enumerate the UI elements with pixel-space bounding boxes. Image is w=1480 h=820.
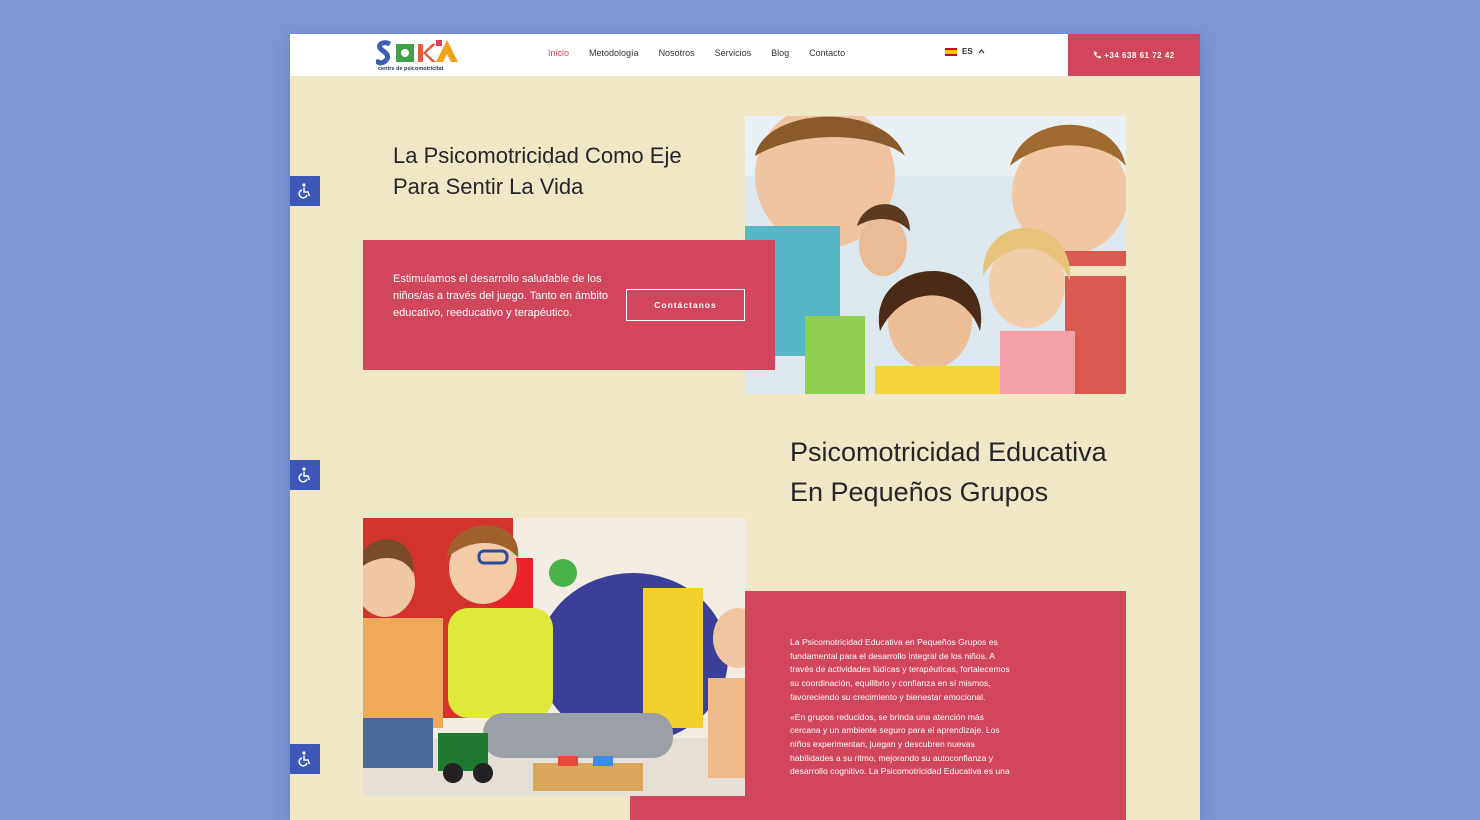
language-code: ES: [962, 47, 973, 56]
children-smiling-group-photo: [745, 116, 1126, 394]
logo-tagline: centre de psicomotricitat: [378, 66, 444, 72]
nav-item-blog[interactable]: Blog: [771, 48, 790, 58]
hero-description: Estimulamos el desarrollo saludable de los niños/as a través del juego. Tanto en ámbito educativo, reeducativo y terapéutico.: [393, 273, 609, 319]
hero-image: [745, 116, 1126, 394]
section-paragraph: La Psicomotricidad Educativa en Pequeños Grupos es fundamental para el desarrollo integral de los niños. A través de actividades lúdicas y terapéuticas, fortalecemos su coordinación, equilibrio y confianza en sí mismos, favoreciendo su crecimiento y bienestar emocional.: [790, 637, 1010, 702]
phone-icon: [1093, 51, 1101, 59]
nav-item-servicios[interactable]: Servicios: [714, 48, 752, 58]
site-header: [290, 34, 1200, 76]
accessibility-button[interactable]: [290, 744, 320, 774]
wheelchair-icon: [297, 751, 313, 767]
section-title: Psicomotricidad Educativa En Pequeños Grupos: [790, 437, 1107, 507]
hero-intro-box: [363, 240, 775, 370]
section-text-box: [745, 591, 1126, 820]
phone-button[interactable]: [1068, 34, 1200, 76]
wheelchair-icon: [297, 183, 313, 199]
section-description: [790, 636, 1012, 785]
contact-cta-button[interactable]: Contáctanos: [626, 289, 745, 321]
website-page: [290, 34, 1200, 820]
nav-item-nosotros[interactable]: Nosotros: [658, 48, 695, 58]
section-image: [363, 518, 745, 796]
accessibility-button[interactable]: [290, 460, 320, 490]
nav-item-metodologia[interactable]: Metodología: [589, 48, 639, 58]
hero-title: La Psicomotricidad Como Eje Para Sentir La Vida: [393, 143, 682, 199]
phone-number: +34 638 61 72 42: [1104, 50, 1175, 60]
logo-mark-icon: [376, 38, 460, 68]
main-nav: [548, 48, 845, 58]
spain-flag-icon: [945, 48, 957, 56]
logo[interactable]: [376, 38, 460, 74]
section-accent-strip: [630, 796, 745, 820]
children-playing-toys-photo: [363, 518, 745, 796]
nav-item-inicio[interactable]: Inicio: [548, 48, 570, 58]
accessibility-button[interactable]: [290, 176, 320, 206]
nav-item-contacto[interactable]: Contacto: [809, 48, 846, 58]
chevron-up-icon: [978, 49, 985, 54]
language-selector[interactable]: [945, 47, 985, 56]
wheelchair-icon: [297, 467, 313, 483]
section-paragraph: «En grupos reducidos, se brinda una atención más cercana y un ambiente seguro para el aprendizaje. Los niños experimentan, juegan y descubren nuevas habilidades a su ritmo, mejorando su autoconfianza y desarrollo cognitivo. La Psicomotricidad Educativa es una: [790, 711, 1010, 777]
